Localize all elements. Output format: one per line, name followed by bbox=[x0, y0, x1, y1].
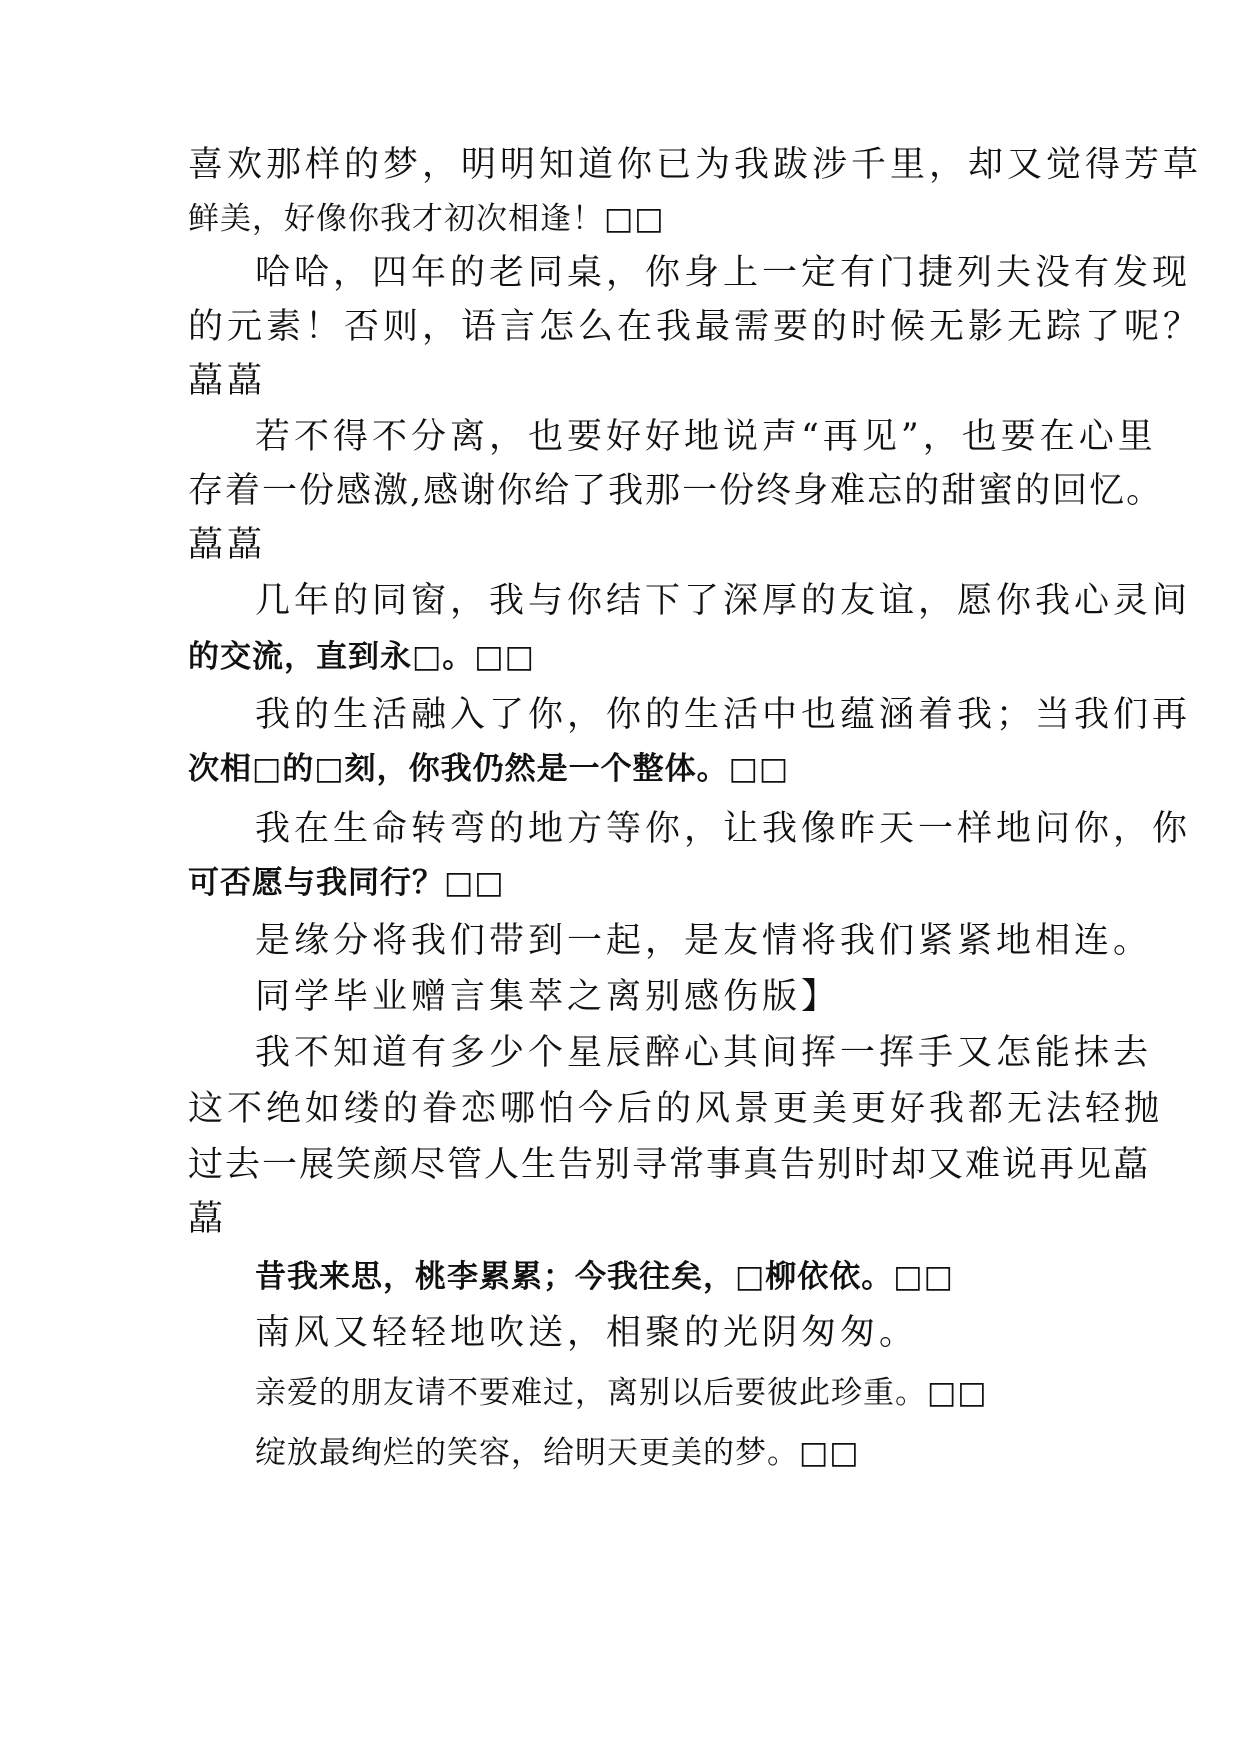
paragraph-continuation bbox=[188, 740, 1058, 798]
text-line: 喜欢那样的梦，明明知道你已为我跋涉千里，却又觉得芳草 bbox=[188, 145, 1203, 185]
paragraph-continuation bbox=[188, 1080, 1164, 1138]
text-line: 我在生命转弯的地方等你，让我像昨天一样地问你，你 bbox=[255, 809, 1192, 849]
paragraph bbox=[188, 136, 1203, 194]
paragraph bbox=[255, 686, 1192, 744]
text-line: 存着一份感激,感谢你给了我那一份终身难忘的甜蜜的回忆。 bbox=[188, 471, 1164, 511]
paragraph-continuation bbox=[188, 516, 1058, 574]
text-line: 的元素！否则，语言怎么在我最需要的时候无影无踪了呢？ bbox=[188, 307, 1203, 347]
paragraph-continuation bbox=[188, 462, 1164, 520]
text-line: 的交流，直到永□。□□ bbox=[188, 639, 535, 675]
paragraph-continuation bbox=[188, 854, 1058, 912]
text-line: 亲爱的朋友请不要难过，离别以后要彼此珍重。□□ bbox=[255, 1375, 988, 1411]
text-line: 绽放最绚烂的笑容，给明天更美的梦。□□ bbox=[255, 1435, 860, 1471]
paragraph bbox=[255, 1024, 1153, 1082]
paragraph-continuation bbox=[188, 352, 1058, 410]
paragraph-continuation bbox=[188, 1136, 1151, 1194]
text-line: 几年的同窗，我与你结下了深厚的友谊，愿你我心灵间 bbox=[255, 581, 1192, 621]
text-line: 是缘分将我们带到一起，是友情将我们紧紧地相连。 bbox=[255, 921, 1153, 961]
paragraph bbox=[255, 1304, 1075, 1362]
paragraph bbox=[255, 800, 1192, 858]
text-line: 藠藠 bbox=[188, 361, 267, 401]
text-line: 藠藠 bbox=[188, 525, 267, 565]
paragraph bbox=[255, 408, 1157, 466]
text-line: 藠 bbox=[188, 1199, 228, 1239]
paragraph-continuation bbox=[188, 628, 1058, 686]
text-line: 同学毕业赠言集萃之离别感伤版】 bbox=[255, 977, 841, 1017]
paragraph-continuation bbox=[188, 190, 1058, 248]
text-line: 哈哈，四年的老同桌，你身上一定有门捷列夫没有发现 bbox=[255, 253, 1192, 293]
text-line: 鲜美，好像你我才初次相逢！□□ bbox=[188, 201, 665, 237]
text-line: 我不知道有多少个星辰醉心其间挥一挥手又怎能抹去 bbox=[255, 1033, 1153, 1073]
text-line: 过去一展笑颜尽管人生告别寻常事真告别时却又难说再见藠 bbox=[188, 1145, 1151, 1185]
text-line: 可否愿与我同行？□□ bbox=[188, 865, 505, 901]
text-line: 若不得不分离，也要好好地说声“再见”，也要在心里 bbox=[255, 417, 1157, 457]
text-line: 南风又轻轻地吹送，相聚的光阴匆匆。 bbox=[255, 1313, 919, 1353]
paragraph-continuation bbox=[188, 1190, 1058, 1248]
text-line: 昔我来思，桃李累累；今我往矣，□柳依依。□□ bbox=[255, 1259, 954, 1295]
text-line: 我的生活融入了你，你的生活中也蕴涵着我；当我们再 bbox=[255, 695, 1192, 735]
paragraph bbox=[255, 244, 1192, 302]
paragraph-continuation bbox=[188, 298, 1203, 356]
paragraph bbox=[255, 572, 1192, 630]
text-line: 次相□的□刻，你我仍然是一个整体。□□ bbox=[188, 751, 790, 787]
paragraph bbox=[255, 968, 1075, 1026]
paragraph bbox=[255, 1248, 1075, 1306]
paragraph bbox=[255, 1364, 1075, 1422]
text-line: 这不绝如缕的眷恋哪怕今后的风景更美更好我都无法轻抛 bbox=[188, 1089, 1164, 1129]
paragraph bbox=[255, 1424, 1075, 1482]
paragraph bbox=[255, 912, 1153, 970]
